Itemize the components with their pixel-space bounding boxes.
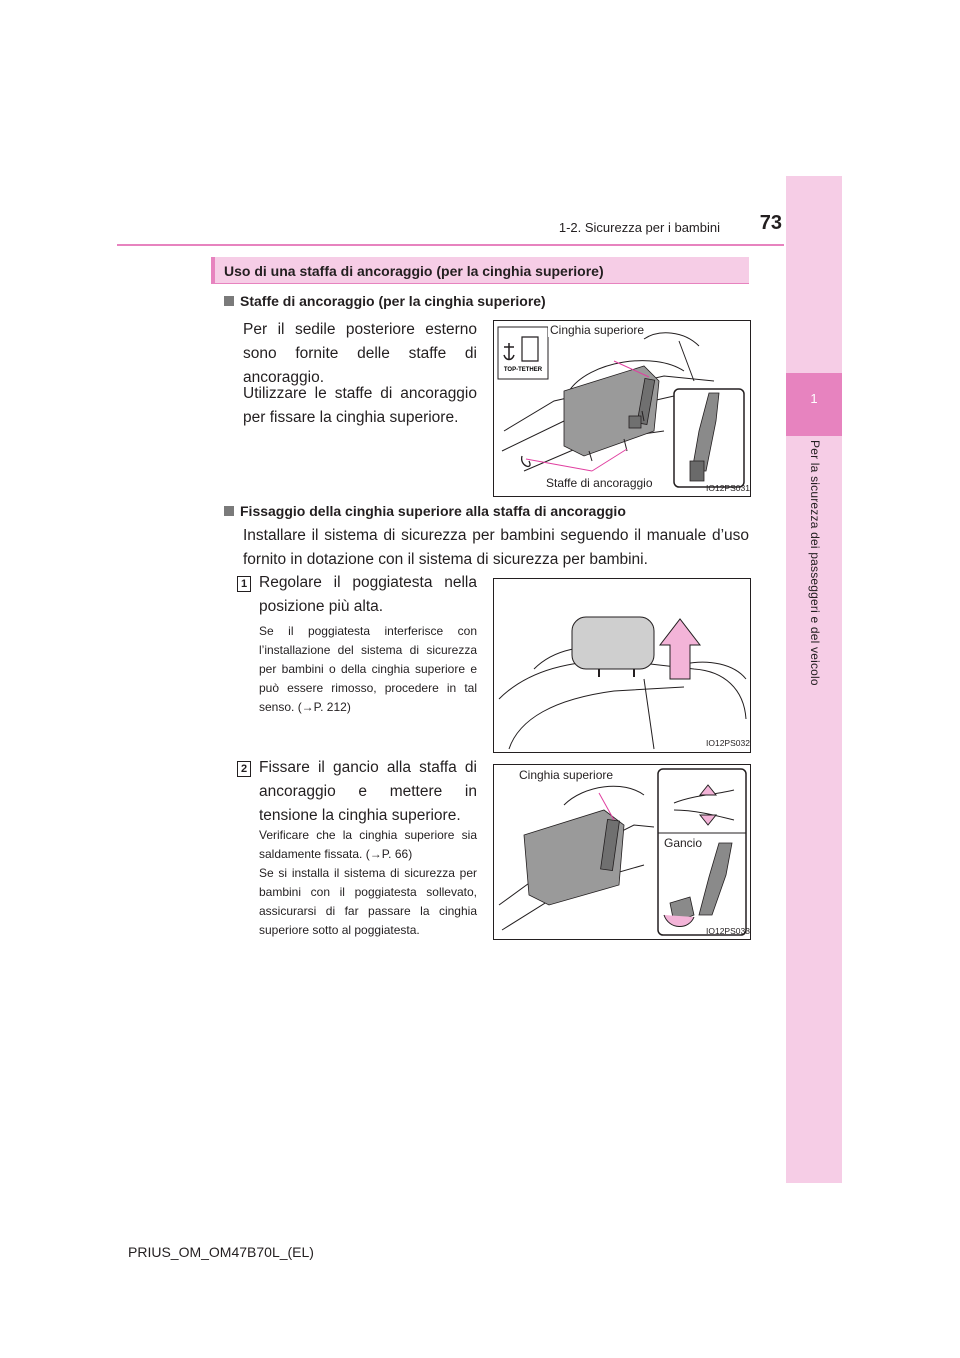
seat-anchor-illustration [494,321,750,496]
block2-intro: Installare il sistema di sicurezza per bambini seguendo il manuale d’uso fornito in dotazione con il sistema di sicurezza per bambini. [243,527,749,568]
fig3-label-hook: Gancio [664,836,703,850]
figure-anchor-brackets [493,320,751,497]
fig3-label-top-tether: Cinghia superiore [519,768,614,782]
step2-note1: Verificare che la cinghia superiore sia saldamente fissata. (→P. 66) [259,828,477,861]
step1-note: Se il poggiatesta interferisce con l’installazione del sistema di sicurezza per bambini o della cinghia superiore e può essere rimosso, procedere in tal senso. (→P. 212) [259,624,477,714]
fig1-code: IO12PS031 [706,483,750,493]
headrest-illustration [494,579,750,752]
header-section-title: 1-2. Sicurezza per i bambini [558,220,720,235]
hook-illustration [494,765,750,939]
block1-para1: Per il sedile posteriore esterno sono fornite delle staffe di ancoraggio. [243,321,477,386]
footer-doc-id: PRIUS_OM_OM47B70L_(EL) [128,1244,314,1260]
fig2-code: IO12PS032 [706,738,750,748]
buckle-inset [674,389,744,487]
header-rule [117,244,784,246]
figure-hook-attach [493,764,751,940]
chapter-title: Per la sicurezza dei passeggeri e del veicolo [808,440,822,686]
step1-number: 1 [237,576,251,592]
section-title: Uso di una staffa di ancoraggio (per la cinghia superiore) [224,263,604,279]
bullet-square-icon [224,506,234,516]
figure-headrest-raise [493,578,751,753]
step2-note2: Se si installa il sistema di sicurezza per bambini con il poggiatesta sollevato, assicurarsi di far passare la cinghia superiore sotto al poggiatesta. [259,866,477,937]
block1-heading: Staffe di ancoraggio (per la cinghia superiore) [224,293,546,309]
step1-text: Regolare il poggiatesta nella posizione più alta. [259,574,477,615]
bullet-square-icon [224,296,234,306]
svg-text:TOP-TETHER: TOP-TETHER [503,367,543,373]
step2-text: Fissare il gancio alla staffa di ancoraggio e mettere in tensione la cinghia superiore. [259,759,477,824]
block2-heading: Fissaggio della cinghia superiore alla staffa di ancoraggio [224,503,626,519]
up-arrow-icon [660,619,700,679]
fig1-label-anchor-brackets: Staffe di ancoraggio [546,476,653,490]
fig1-label-top-tether: Cinghia superiore [550,323,645,337]
fig3-code: IO12PS033 [706,926,750,936]
headrest-shape [572,617,654,669]
hook-inset [658,769,746,935]
chapter-number: 1 [810,391,818,406]
page-number: 73 [759,212,782,234]
block1-para2: Utilizzare le staffe di ancoraggio per fissare la cinghia superiore. [243,385,477,426]
step2-number: 2 [237,761,251,777]
